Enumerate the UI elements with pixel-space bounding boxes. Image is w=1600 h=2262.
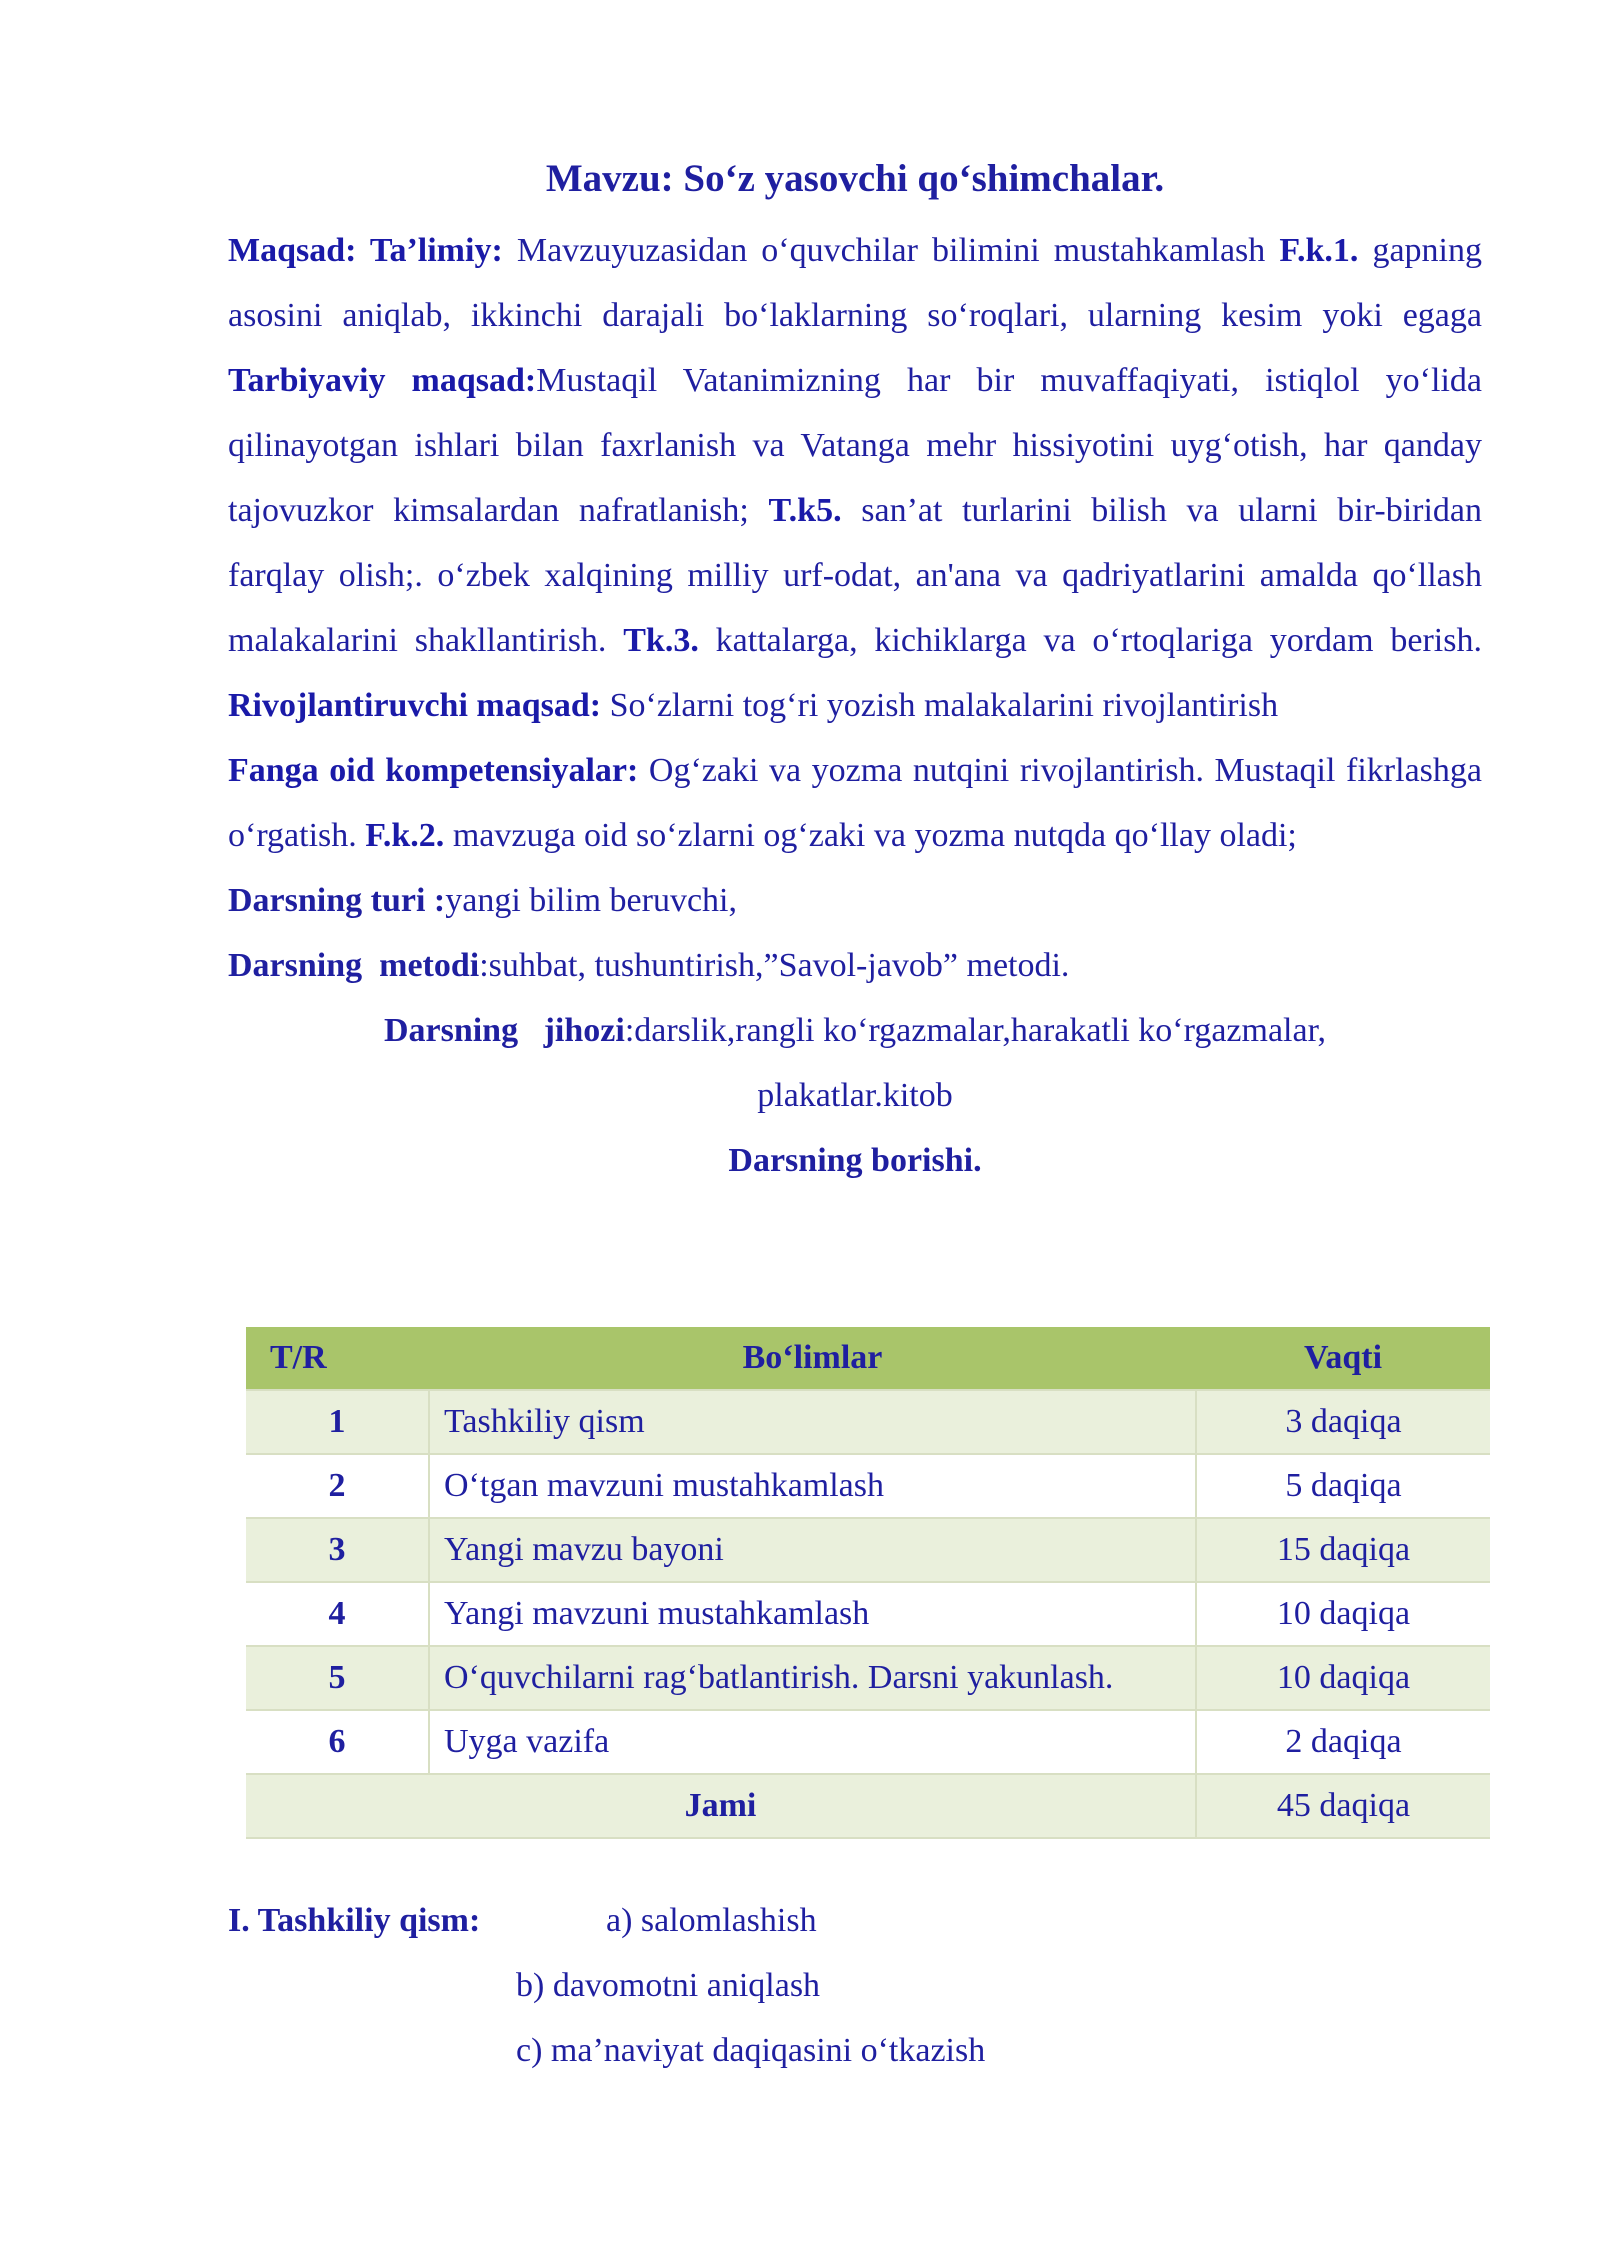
row-number: 1 <box>246 1390 429 1454</box>
table-row <box>246 1710 1490 1774</box>
row-section: Yangi mavzuni mustahkamlash <box>429 1582 1196 1646</box>
row-time: 2 daqiqa <box>1196 1710 1490 1774</box>
row-time: 10 daqiqa <box>1196 1582 1490 1646</box>
row-number: 6 <box>246 1710 429 1774</box>
lesson-type-value: yangi bilim beruvchi, <box>445 882 738 919</box>
row-section: Uyga vazifa <box>429 1710 1196 1774</box>
lesson-equipment-value-2: plakatlar.kitob <box>757 1077 953 1114</box>
lesson-plan-table <box>246 1327 1490 1839</box>
row-section: O‘quvchilarni rag‘batlantirish. Darsni yakunlash. <box>429 1646 1196 1710</box>
lesson-type <box>228 868 1482 933</box>
row-time: 5 daqiqa <box>1196 1454 1490 1518</box>
lesson-equipment-label: Darsning jihozi <box>383 1012 625 1049</box>
lesson-type-label: Darsning turi : <box>228 882 446 919</box>
goal-text-3: Mustaqil Vatanimizning har bir muvaffaqiyati, istiqlol yo‘lida qilinayotgan ishlari bilan faxrlanish va Vatanga mehr hissiyotini uyg‘otish, har qanday tajovuzkor kimsalardan nafratlanish; <box>228 362 1482 529</box>
row-number: 3 <box>246 1518 429 1582</box>
organizational-part <box>228 1888 985 2083</box>
goal-paragraph <box>228 218 1482 738</box>
row-section: Tashkiliy qism <box>429 1390 1196 1454</box>
competence-text-2: mavzuga oid so‘zlarni og‘zaki va yozma nutqda qo‘llay oladi; <box>444 817 1297 854</box>
row-section: O‘tgan mavzuni mustahkamlash <box>429 1454 1196 1518</box>
document-body <box>228 150 1482 1193</box>
page-title: Mavzu: So‘z yasovchi qo‘shimchalar. <box>545 157 1165 200</box>
table-total-row <box>246 1774 1490 1838</box>
org-first-line <box>228 1888 985 1953</box>
lesson-method-label: Darsning metodi <box>228 947 480 984</box>
row-number: 4 <box>246 1582 429 1646</box>
table-row <box>246 1390 1490 1454</box>
row-number: 2 <box>246 1454 429 1518</box>
header-number: T/R <box>246 1327 429 1390</box>
org-item-b: b) davomotni aniqlash <box>516 1967 821 2004</box>
tk5-code: T.k5. <box>768 492 842 529</box>
goal-text-1: Mavzuyuzasidan o‘quvchilar bilimini mustahkamlash <box>502 232 1280 269</box>
tarbiya-label: Tarbiyaviy maqsad: <box>228 362 537 399</box>
goal-text-2: gapning asosini aniqlab, ikkinchi darajali bo‘laklarning so‘roqlari, ularning kesim yoki egaga <box>228 232 1482 334</box>
fk1-code: F.k.1. <box>1279 232 1359 269</box>
lesson-method <box>228 933 1482 998</box>
competence-label: Fanga oid kompetensiyalar: <box>228 752 639 789</box>
table-row <box>246 1646 1490 1710</box>
fk2-code: F.k.2. <box>365 817 445 854</box>
total-time: 45 daqiqa <box>1196 1774 1490 1838</box>
row-number: 5 <box>246 1646 429 1710</box>
org-item-c: c) ma’naviyat daqiqasini o‘tkazish <box>516 2032 986 2069</box>
org-label: I. Tashkiliy qism: <box>228 1902 481 1939</box>
total-label: Jami <box>246 1774 1196 1838</box>
header-time: Vaqti <box>1196 1327 1490 1390</box>
lesson-equipment-value: :darslik,rangli ko‘rgazmalar,harakatli ko‘rgazmalar, <box>624 1012 1327 1049</box>
row-time: 3 daqiqa <box>1196 1390 1490 1454</box>
org-item-a: a) salomlashish <box>606 1902 817 1939</box>
row-time: 15 daqiqa <box>1196 1518 1490 1582</box>
row-time: 10 daqiqa <box>1196 1646 1490 1710</box>
table-header-row <box>246 1327 1490 1390</box>
goal-text-5: kattalarga, kichiklarga va o‘rtoqlariga yordam berish. <box>698 622 1482 659</box>
goal-label: Maqsad: Ta’limiy: <box>228 232 503 269</box>
table-row <box>246 1518 1490 1582</box>
lesson-method-value: :suhbat, tushuntirish,”Savol-javob” metodi. <box>479 947 1070 984</box>
goal-text-6: So‘zlarni tog‘ri yozish malakalarini rivojlantirish <box>601 687 1279 724</box>
table-row <box>246 1454 1490 1518</box>
tk3-code: Tk.3. <box>623 622 699 659</box>
competence-paragraph <box>228 738 1482 868</box>
progress-heading: Darsning borishi. <box>728 1142 982 1179</box>
goal-text-4: san’at turlarini bilish va ularni bir-biridan farqlay olish;. o‘zbek xalqining milliy urf-odat, an'ana va qadriyatlarini amalda qo‘llash malakalarini shakllantirish. <box>228 492 1482 659</box>
header-sections: Bo‘limlar <box>429 1327 1196 1390</box>
rivoj-label: Rivojlantiruvchi maqsad: <box>228 687 602 724</box>
row-section: Yangi mavzu bayoni <box>429 1518 1196 1582</box>
table-row <box>246 1582 1490 1646</box>
lesson-equipment <box>228 998 1482 1128</box>
competence-text-1: Og‘zaki va yozma nutqini rivojlantirish. Mustaqil fikrlashga o‘rgatish. <box>228 752 1482 854</box>
